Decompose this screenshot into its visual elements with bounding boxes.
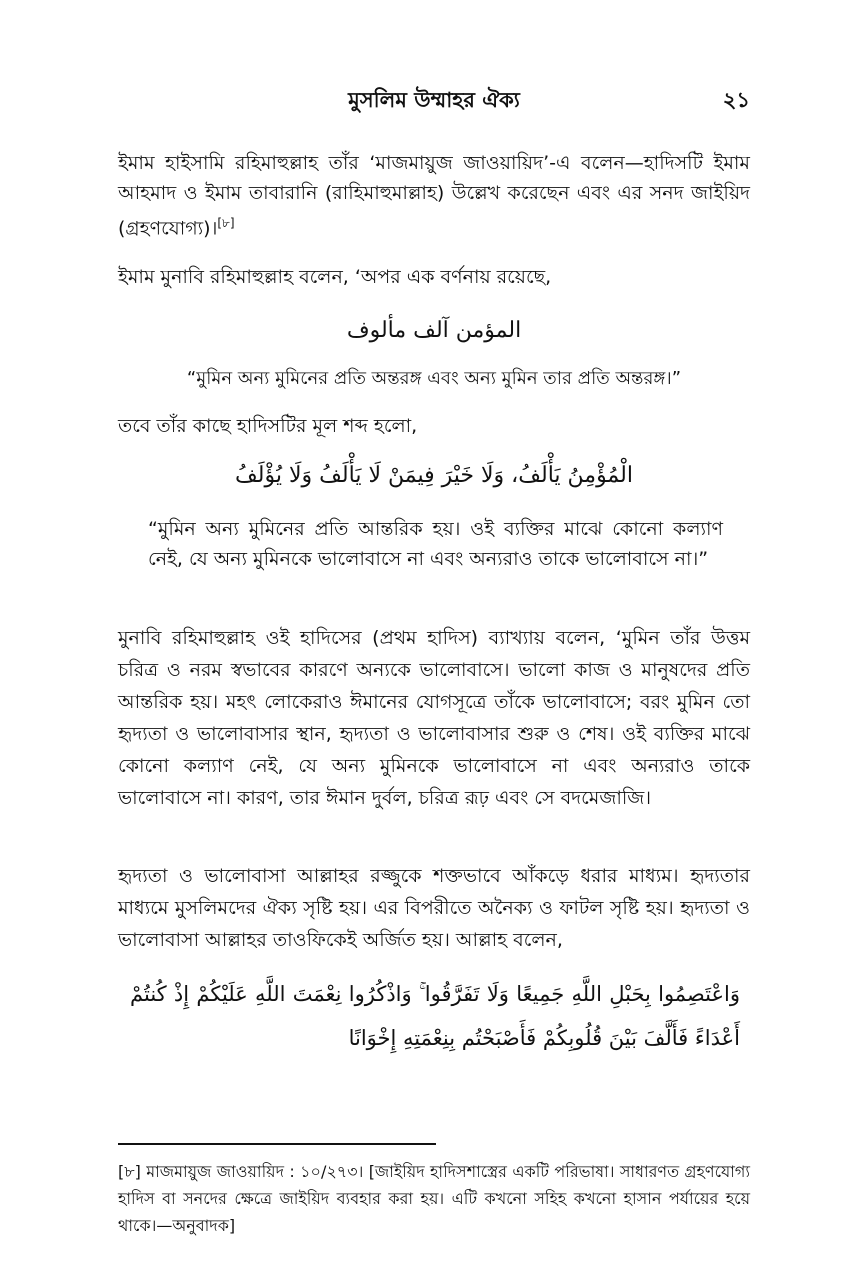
running-header xyxy=(118,82,750,118)
paragraph-affection: হৃদ্যতা ও ভালোবাসা আল্লাহর রজ্জুকে শক্তভাবে আঁকড়ে ধরার মাধ্যম। হৃদ্যতার মাধ্যমে মুসলিমদের ঐক্য সৃষ্টি হয়। এর বিপরীতে অনৈক্য ও ফাটল সৃষ্টি হয়। হৃদ্যতা ও ভালোবাসা আল্লাহর তাওফিকেই অর্জিত হয়। আল্লাহ বলেন, xyxy=(118,865,750,951)
paragraph-haisami xyxy=(118,148,750,243)
footnote-divider xyxy=(118,1143,436,1145)
page-number: ২১ xyxy=(722,88,750,112)
translation-quote-full: “মুমিন অন্য মুমিনের প্রতি আন্তরিক হয়। ওই ব্যক্তির মাঝে কোনো কল্যাণ নেই, যে অন্য মুমিনকে ভালোবাসে না এবং অন্যরাও তাকে ভালোবাসে না।” xyxy=(148,518,723,570)
arabic-hadith-full: الْمُؤْمِنُ يَأْلَفُ، وَلَا خَيْرَ فِيمَنْ لَا يَأْلَفُ وَلَا يُؤْلَفُ xyxy=(235,463,633,488)
translation-quote-short: “মুমিন অন্য মুমিনের প্রতি অন্তরঙ্গ এবং অন্য মুমিন তার প্রতি অন্তরঙ্গ।” xyxy=(186,368,682,389)
quran-verse: وَاعْتَصِمُوا بِحَبْلِ اللَّهِ جَمِيعًا وَلَا تَفَرَّقُوا ۚ وَاذْكُرُوا نِعْمَتَ اللَّهِ عَلَيْكُمْ إِذْ كُنتُمْ أَعْدَاءً فَأَلَّفَ بَيْنَ قُلُوبِكُمْ فَأَصْبَحْتُم بِنِعْمَتِهِ إِخْوَانًا xyxy=(130,982,740,1050)
arabic-hadith-short: المؤمن آلف مألوف xyxy=(346,318,522,343)
paragraph-munawi-explanation: মুনাবি রহিমাহুল্লাহ ওই হাদিসের (প্রথম হাদিস) ব্যাখ্যায় বলেন, ‘মুমিন তাঁর উত্তম চরিত্র ও নরম স্বভাবের কারণে অন্যকে ভালোবাসে। ভালো কাজ ও মানুষদের প্রতি আন্তরিক হয়। মহৎ লোকেরাও ঈমানের যোগসূত্রে তাঁকে ভালোবাসে; বরং মুমিন তো হৃদ্যতা ও ভালোবাসার স্থান, হৃদ্যতা ও ভালোবাসার শুরু ও শেষ। ওই ব্যক্তির মাঝে কোনো কল্যাণ নেই, যে অন্য মুমিনকে ভালোবাসে না এবং অন্যরাও তাকে ভালোবাসে না। কারণ, তার ঈমান দুর্বল, চরিত্র রূঢ় এবং সে বদমেজাজি। xyxy=(118,627,750,809)
footnote-ref[interactable]: [৮] xyxy=(217,216,235,230)
paragraph-original-wording: তবে তাঁর কাছে হাদিসটির মূল শব্দ হলো, xyxy=(118,415,418,437)
paragraph-munawi-intro: ইমাম মুনাবি রহিমাহুল্লাহ বলেন, ‘অপর এক বর্ণনায় রয়েছে, xyxy=(118,266,552,288)
paragraph-haisami-text: ইমাম হাইসামি রহিমাহুল্লাহ তাঁর ‘মাজমায়ুজ জাওয়ায়িদ’-এ বলেন—হাদিসটি ইমাম আহমাদ ও ইমাম তাবারানি (রাহিমাহুমাল্লাহ) উল্লেখ করেছেন এবং এর সনদ জাইয়িদ (গ্রহণযোগ্য)। xyxy=(118,152,750,240)
header-title: মুসলিম উম্মাহর ঐক্য xyxy=(348,88,520,112)
footnote: [৮] মাজমায়ুজ জাওয়ায়িদ : ১০/২৭৩। [জাইয়িদ হাদিসশাস্ত্রের একটি পরিভাষা। সাধারণত গ্রহণযোগ্য হাদিস বা সনদের ক্ষেত্রে জাইয়িদ ব্যবহার করা হয়। এটি কখনো সহিহ কখনো হাসান পর্যায়ের হয়ে থাকে।—অনুবাদক] xyxy=(118,1162,750,1235)
